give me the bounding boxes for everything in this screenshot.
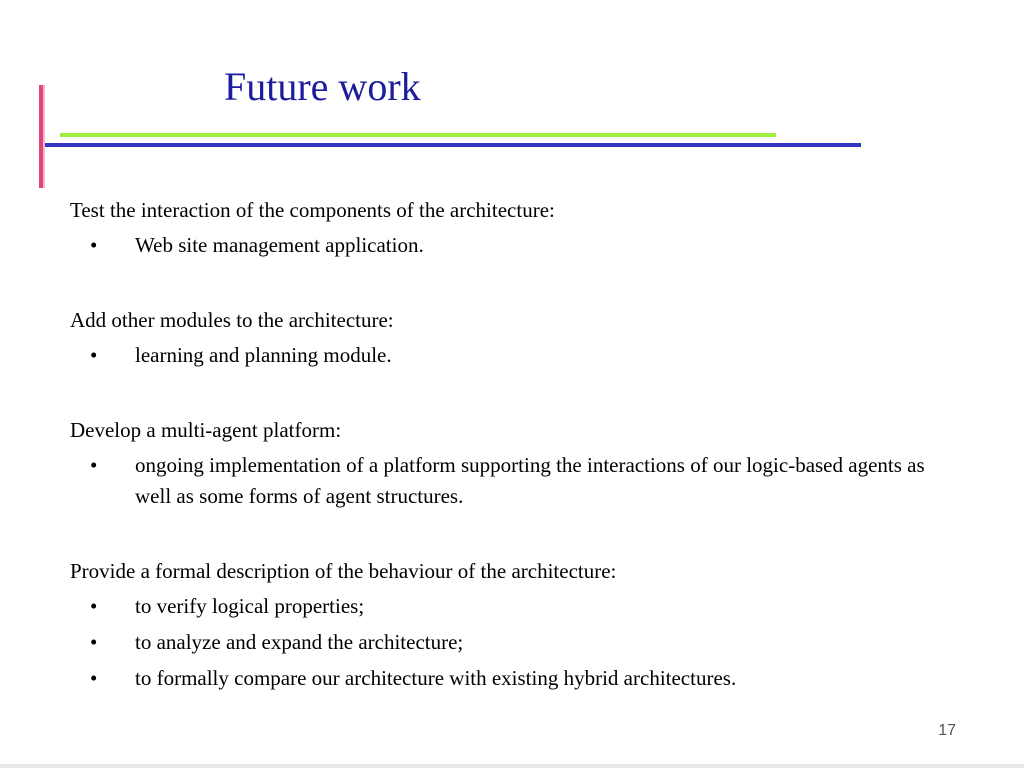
section-heading: Provide a formal description of the behaviour of the architecture:	[70, 559, 617, 583]
bullet-icon: •	[90, 594, 98, 618]
bullet-text: learning and planning module.	[135, 343, 392, 367]
bullet-icon: •	[90, 666, 98, 690]
bullet-item	[70, 591, 950, 622]
bullet-icon: •	[90, 233, 98, 257]
section-heading: Add other modules to the architecture:	[70, 308, 394, 332]
bullet-list	[70, 591, 950, 694]
bullet-list	[70, 230, 950, 261]
bullet-text: to analyze and expand the architecture;	[135, 630, 464, 654]
bullet-text: Web site management application.	[135, 233, 424, 257]
section-heading: Test the interaction of the components of the architecture:	[70, 198, 555, 222]
title-underline-green	[60, 133, 776, 137]
slide-body	[70, 195, 950, 694]
bullet-item	[70, 663, 950, 694]
section-add-modules	[70, 305, 950, 371]
bullet-icon: •	[90, 453, 98, 477]
bullet-icon: •	[90, 343, 98, 367]
bullet-list	[70, 340, 950, 371]
bullet-text: to formally compare our architecture with existing hybrid architectures.	[135, 666, 737, 690]
bullet-text: to verify logical properties;	[135, 594, 365, 618]
section-formal-description	[70, 556, 950, 694]
bullet-list	[70, 450, 950, 512]
section-test-interaction	[70, 195, 950, 261]
accent-bar-shadow	[43, 85, 45, 188]
title-underline-blue	[45, 143, 861, 147]
bottom-divider	[0, 764, 1024, 768]
section-heading: Develop a multi-agent platform:	[70, 418, 342, 442]
bullet-item	[70, 230, 950, 261]
bullet-item	[70, 627, 950, 658]
section-multi-agent-platform	[70, 415, 950, 512]
bullet-text: ongoing implementation of a platform supporting the interactions of our logic-based agents as well as some forms of agent structures.	[135, 453, 925, 508]
slide-title: Future work	[224, 64, 421, 109]
bullet-icon: •	[90, 630, 98, 654]
bullet-item	[70, 450, 950, 512]
bullet-item	[70, 340, 950, 371]
page-number: 17	[938, 722, 956, 739]
